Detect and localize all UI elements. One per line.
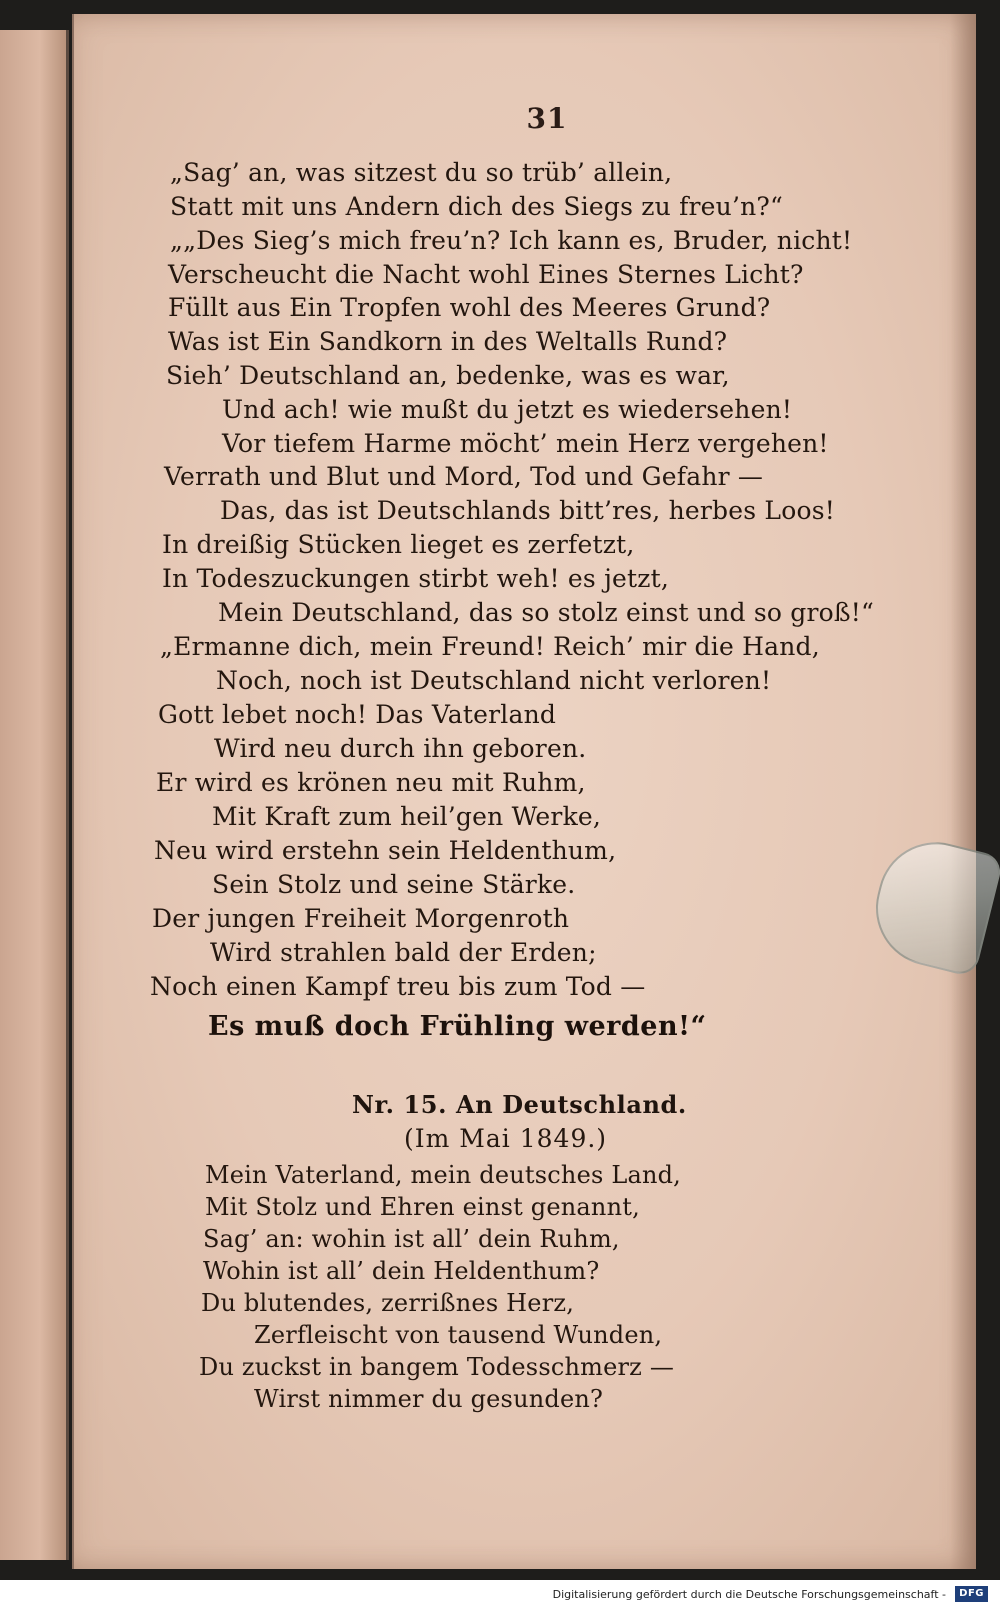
poem-line: Neu wird erstehn sein Heldenthum,: [154, 836, 617, 865]
poem-line: Wird neu durch ihn geboren.: [214, 734, 587, 763]
poem-line: Mein Vaterland, mein deutsches Land,: [205, 1161, 682, 1189]
poem-date: (Im Mai 1849.): [404, 1124, 608, 1153]
previous-page-edge: [0, 30, 69, 1560]
poem-line: „Ermanne dich, mein Freund! Reich’ mir die Hand,: [160, 632, 820, 661]
poem-closing-line: Es muß doch Frühling werden!“: [208, 1011, 707, 1042]
page-shadow: [950, 14, 976, 1569]
poem-line: Wird strahlen bald der Erden;: [210, 938, 597, 967]
poem-line: Noch einen Kampf treu bis zum Tod —: [150, 972, 646, 1001]
poem-line: Sein Stolz und seine Stärke.: [212, 870, 576, 899]
poem-line: „Sag’ an, was sitzest du so trüb’ allein,: [170, 158, 673, 187]
poem-line: Verscheucht die Nacht wohl Eines Sternes Licht?: [168, 260, 804, 289]
poem-line: Du zuckst in bangem Todesschmerz —: [199, 1353, 675, 1381]
dfg-logo: DFG: [955, 1586, 988, 1602]
poem-line: In Todeszuckungen stirbt weh! es jetzt,: [162, 564, 670, 593]
poem-line: Er wird es krönen neu mit Ruhm,: [156, 768, 586, 797]
poem-line: Wirst nimmer du gesunden?: [254, 1385, 604, 1413]
poem-line: Was ist Ein Sandkorn in des Weltalls Rund?: [168, 327, 728, 356]
poem-line: Zerfleischt von tausend Wunden,: [254, 1321, 663, 1349]
poem-line: Wohin ist all’ dein Heldenthum?: [203, 1257, 600, 1285]
footer-bar: [0, 1580, 1000, 1609]
poem-line: Statt mit uns Andern dich des Siegs zu freu’n?“: [170, 192, 784, 221]
poem-line: In dreißig Stücken lieget es zerfetzt,: [162, 530, 635, 559]
poem-line: Verrath und Blut und Mord, Tod und Gefahr —: [164, 462, 764, 491]
page-number: 31: [526, 102, 568, 135]
poem-line: Füllt aus Ein Tropfen wohl des Meeres Grund?: [168, 293, 771, 322]
poem-line: Mein Deutschland, das so stolz einst und so groß!“: [218, 598, 875, 627]
funding-credit: Digitalisierung gefördert durch die Deutsche Forschungsgemeinschaft -: [552, 1588, 946, 1601]
poem-line: Mit Stolz und Ehren einst genannt,: [205, 1193, 640, 1221]
poem-line: Du blutendes, zerrißnes Herz,: [201, 1289, 575, 1317]
poem-line: Vor tiefem Harme möcht’ mein Herz vergehen!: [222, 429, 829, 458]
poem-line: Sieh’ Deutschland an, bedenke, was es war,: [166, 361, 730, 390]
poem-line: Gott lebet noch! Das Vaterland: [158, 700, 557, 729]
poem-line: Noch, noch ist Deutschland nicht verloren!: [216, 666, 772, 695]
poem-line: „„Des Sieg’s mich freu’n? Ich kann es, Bruder, nicht!: [170, 226, 853, 255]
poem-line: Und ach! wie mußt du jetzt es wiedersehen!: [222, 395, 793, 424]
poem-line: Mit Kraft zum heil’gen Werke,: [212, 802, 602, 831]
poem-heading: Nr. 15. An Deutschland.: [352, 1090, 687, 1119]
poem-line: Der jungen Freiheit Morgenroth: [152, 904, 570, 933]
poem-line: Sag’ an: wohin ist all’ dein Ruhm,: [203, 1225, 620, 1253]
poem-line: Das, das ist Deutschlands bitt’res, herbes Loos!: [220, 496, 835, 525]
